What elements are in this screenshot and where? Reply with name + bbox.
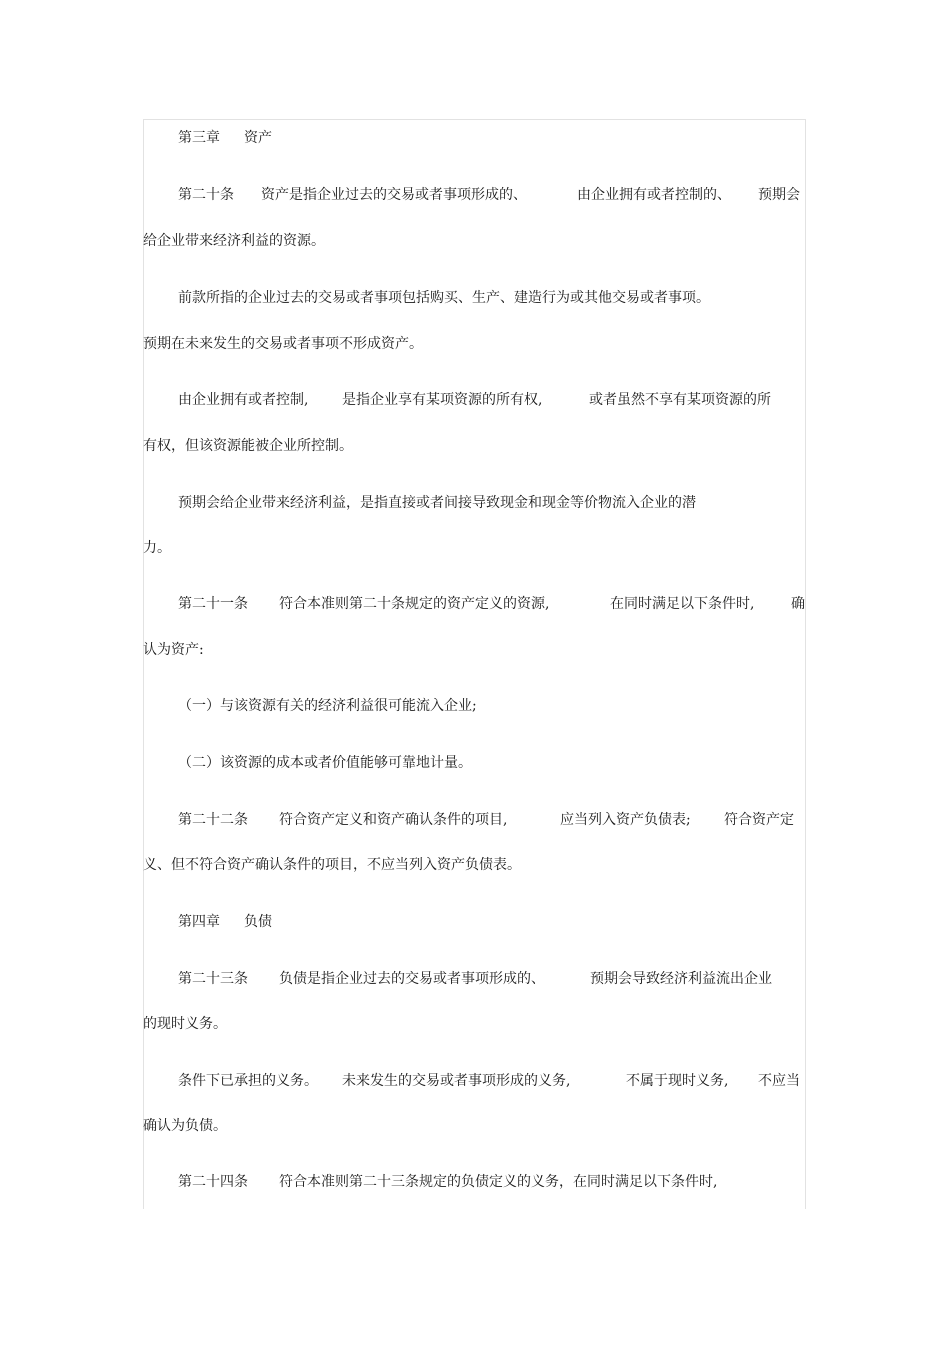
article-21-text: 确 (791, 596, 805, 612)
paragraph-economic-benefit: 力。 (143, 540, 171, 556)
article-22-text: 义、但不符合资产确认条件的项目，不应当列入资产负债表。 (143, 857, 521, 873)
page-frame (143, 119, 806, 1209)
chapter-3-number: 第三章 (178, 130, 220, 146)
paragraph-past-transactions: 预期在未来发生的交易或者事项不形成资产。 (143, 336, 423, 352)
paragraph-control: 由企业拥有或者控制, (178, 392, 309, 408)
chapter-4-title: 负债 (244, 914, 272, 930)
article-23-number: 第二十三条 (178, 971, 248, 987)
article-21-number: 第二十一条 (178, 596, 248, 612)
article-20-text: 预期会 (758, 187, 800, 203)
article-22-text: 符合资产定义和资产确认条件的项目, (279, 812, 508, 828)
paragraph-obligation: 确认为负债。 (143, 1118, 227, 1134)
paragraph-obligation: 不应当 (758, 1073, 800, 1089)
article-21-text: 认为资产: (143, 642, 204, 658)
condition-1: （一）与该资源有关的经济利益很可能流入企业; (178, 698, 477, 714)
article-21-text: 符合本准则第二十条规定的资产定义的资源, (279, 596, 550, 612)
chapter-3-title: 资产 (244, 130, 272, 146)
article-23-text: 的现时义务。 (143, 1016, 227, 1032)
article-20-number: 第二十条 (178, 187, 234, 203)
paragraph-obligation: 条件下已承担的义务。 (178, 1073, 318, 1089)
paragraph-control: 或者虽然不享有某项资源的所 (589, 392, 771, 408)
chapter-4-number: 第四章 (178, 914, 220, 930)
article-24-number: 第二十四条 (178, 1174, 248, 1190)
article-21-text: 在同时满足以下条件时, (610, 596, 755, 612)
paragraph-economic-benefit: 预期会给企业带来经济利益，是指直接或者间接导致现金和现金等价物流入企业的潜 (178, 495, 696, 511)
article-20-text: 给企业带来经济利益的资源。 (143, 233, 325, 249)
paragraph-obligation: 不属于现时义务, (626, 1073, 729, 1089)
paragraph-obligation: 未来发生的交易或者事项形成的义务, (342, 1073, 571, 1089)
article-23-text: 负债是指企业过去的交易或者事项形成的、 (279, 971, 545, 987)
condition-2: （二）该资源的成本或者价值能够可靠地计量。 (178, 755, 472, 771)
paragraph-control: 有权，但该资源能被企业所控制。 (143, 438, 353, 454)
article-22-text: 应当列入资产负债表; (560, 812, 691, 828)
article-20-text: 由企业拥有或者控制的、 (577, 187, 731, 203)
paragraph-past-transactions: 前款所指的企业过去的交易或者事项包括购买、生产、建造行为或其他交易或者事项。 (178, 290, 710, 306)
article-22-number: 第二十二条 (178, 812, 248, 828)
article-24-text: 符合本准则第二十三条规定的负债定义的义务，在同时满足以下条件时, (279, 1174, 718, 1190)
article-20-text: 资产是指企业过去的交易或者事项形成的、 (261, 187, 527, 203)
article-22-text: 符合资产定 (724, 812, 794, 828)
article-23-text: 预期会导致经济利益流出企业 (590, 971, 772, 987)
paragraph-control: 是指企业享有某项资源的所有权, (342, 392, 543, 408)
